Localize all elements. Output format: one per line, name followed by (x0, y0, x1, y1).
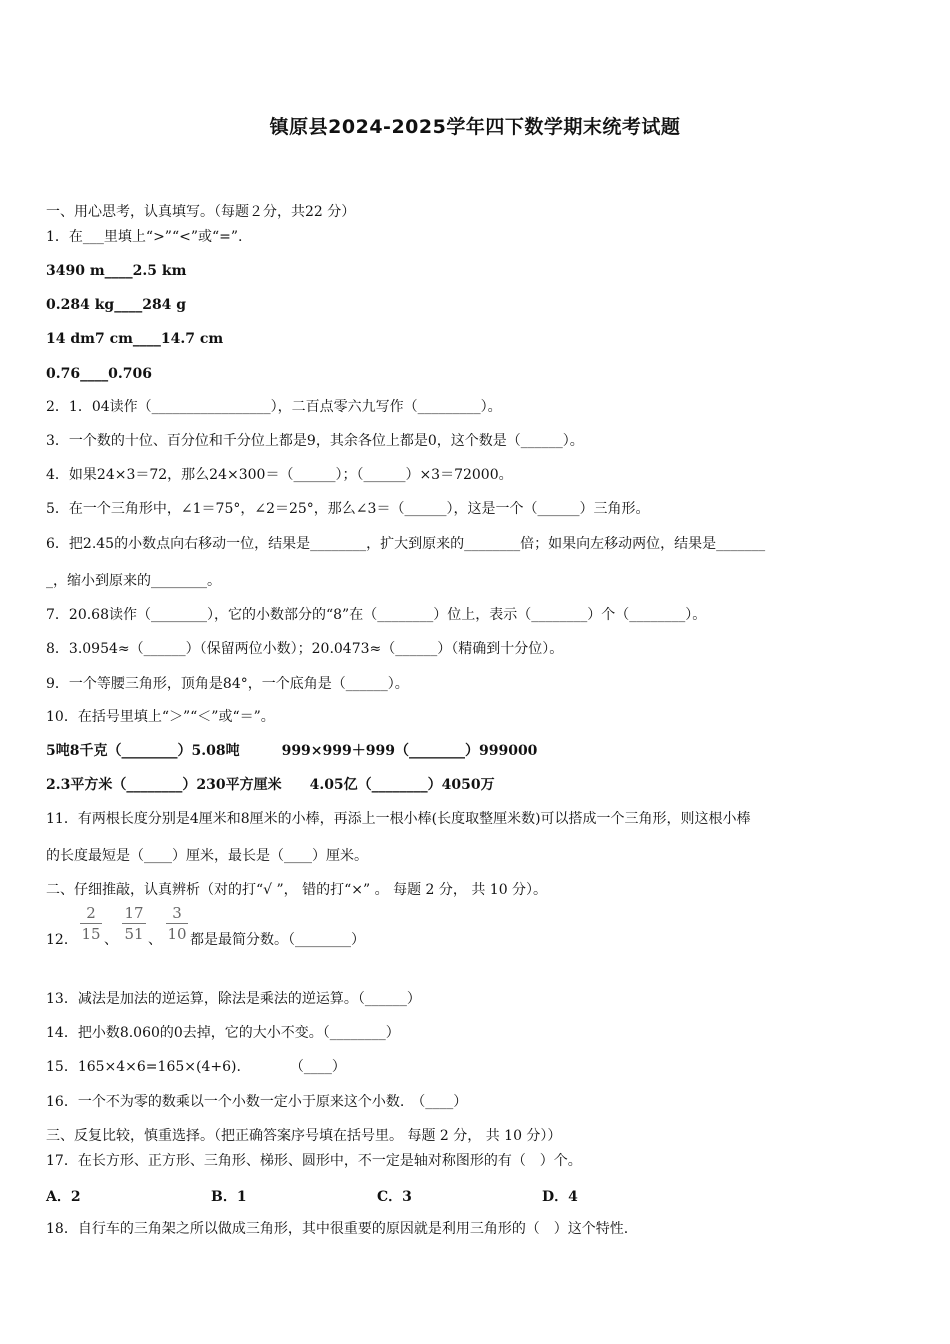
option-a: A．2 (46, 1189, 81, 1205)
option-b: B．1 (211, 1189, 247, 1205)
question-17: 17．在长方形、正方形、三角形、梯形、圆形中，不一定是轴对称图形的有（ ）个。 (46, 1153, 582, 1169)
section-2-heading: 二、仔细推敲，认真辨析（对的打“√ ”， 错的打“×” 。 每题 2 分， 共 10 分）。 (46, 882, 548, 898)
fraction-2 (120, 904, 148, 943)
fraction-3-numerator: 3 (172, 904, 182, 922)
section-1-heading: 一、用心思考，认真填写。（每题２分，共22 分） (46, 204, 356, 220)
question-9: 9．一个等腰三角形，顶角是84°，一个底角是（______）。 (46, 676, 409, 692)
question-16: 16．一个不为零的数乘以一个小数一定小于原来这个小数. （____） (46, 1094, 468, 1110)
question-6-cont: _，缩小到原来的________。 (46, 573, 221, 589)
question-1: 1．在___里填上“>”“<”或“=”. (46, 229, 243, 245)
fraction-2-denominator: 51 (124, 925, 144, 943)
question-6: 6．把2.45的小数点向右移动一位，结果是________，扩大到原来的________倍；如果向左移动两位，结果是_______ (46, 536, 766, 552)
question-10: 10．在括号里填上“＞”“＜”或“＝”。 (46, 709, 275, 725)
question-8: 8．3.0954≈（______）（保留两位小数）；20.0473≈（______）（精确到十分位）。 (46, 641, 564, 657)
section-3-heading: 三、反复比较，慎重选择。（把正确答案序号填在括号里。 每题 2 分， 共 10 分）） (46, 1128, 562, 1144)
question-4: 4．如果24×3＝72，那么24×300＝（______）；（______）×3＝72000。 (46, 467, 513, 483)
q1-item-1: 3490 m____2.5 km (46, 263, 187, 279)
question-13: 13．减法是加法的逆运算，除法是乘法的逆运算。（______） (46, 991, 421, 1007)
question-2: 2．1．04读作（_________________），二百点零六九写作（_________）。 (46, 399, 502, 415)
separator-1: 、 (104, 932, 118, 948)
q10-row-1: 5吨8千克（________）5.08吨 999×999＋999（________）999000 (46, 743, 538, 759)
option-d: D．4 (542, 1189, 578, 1205)
question-15: 15．165×4×6=165×(4+6). （____） (46, 1059, 346, 1075)
question-3: 3．一个数的十位、百分位和千分位上都是9，其余各位上都是0，这个数是（______）。 (46, 433, 584, 449)
fraction-3 (164, 904, 190, 943)
q10-row-2: 2.3平方米（________）230平方厘米 4.05亿（________）4050万 (46, 777, 495, 793)
question-7: 7．20.68读作（________），它的小数部分的“8”在（________）位上，表示（________）个（________）。 (46, 607, 707, 623)
question-14: 14．把小数8.060的0去掉，它的大小不变。（________） (46, 1025, 400, 1041)
fraction-1-numerator: 2 (86, 904, 96, 922)
option-c: C．3 (377, 1189, 412, 1205)
question-12-number: 12． (46, 932, 78, 948)
fraction-3-denominator: 10 (167, 925, 187, 943)
fraction-1 (78, 904, 104, 943)
q1-item-2: 0.284 kg____284 g (46, 297, 187, 313)
separator-2: 、 (148, 932, 162, 948)
question-5: 5．在一个三角形中，∠1＝75°，∠2＝25°，那么∠3＝（______），这是一个（______）三角形。 (46, 501, 650, 517)
question-12: 都是最简分数。（________） (190, 932, 365, 948)
q1-item-4: 0.76____0.706 (46, 366, 152, 382)
fraction-1-denominator: 15 (81, 925, 101, 943)
question-11-cont: 的长度最短是（____）厘米，最长是（____）厘米。 (46, 848, 368, 864)
page-title: 镇原县2024-2025学年四下数学期末统考试题 (269, 116, 681, 138)
fraction-2-numerator: 17 (124, 904, 144, 922)
question-11: 11．有两根长度分别是4厘米和8厘米的小棒，再添上一根小棒(长度取整厘米数)可以搭成一个三角形，则这根小棒 (46, 811, 751, 827)
q1-item-3: 14 dm7 cm____14.7 cm (46, 331, 224, 347)
question-18: 18．自行车的三角架之所以做成三角形，其中很重要的原因就是利用三角形的（ ）这个特性. (46, 1221, 629, 1237)
